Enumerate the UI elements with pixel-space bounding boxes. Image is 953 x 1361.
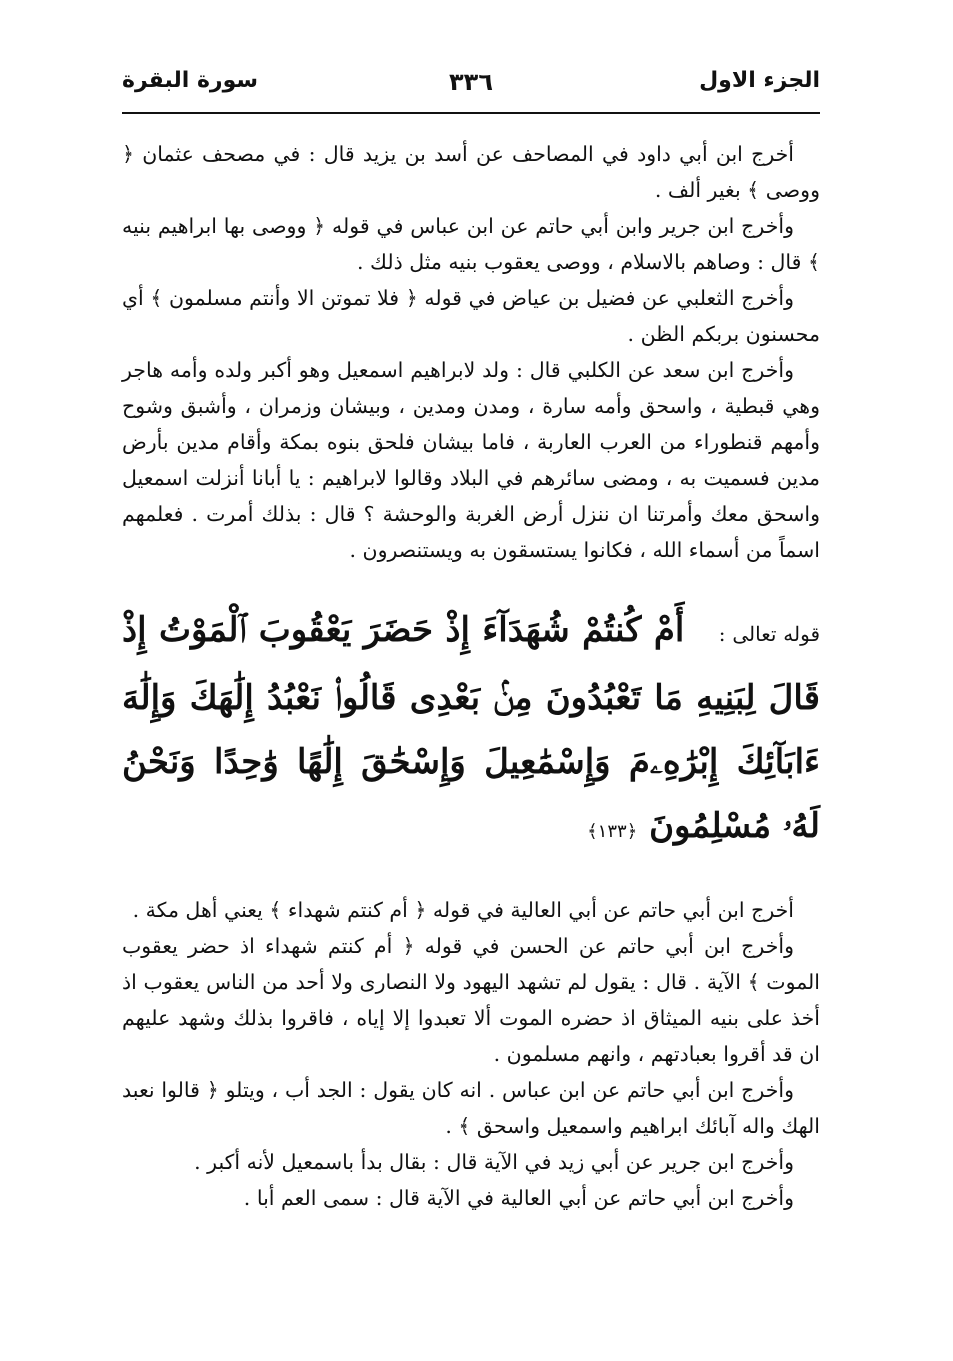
commentary-section-2 — [122, 892, 820, 1216]
paragraph: أخرج ابن أبي داود في المصاحف عن أسد بن يزيد قال : في مصحف عثمان ﴿ ووصى ﴾ بغير ألف . — [122, 142, 820, 202]
commentary-section-1 — [122, 136, 820, 568]
paragraph: وأخرج ابن جرير وابن أبي حاتم عن ابن عباس في قوله ﴿ ووصى بها ابراهيم بنيه ﴾ قال : وصاهم بالاسلام ، ووصى يعقوب بنيه مثل ذلك . — [122, 214, 820, 274]
paragraph: أخرج ابن أبي حاتم عن أبي العالية في قوله ﴿ أم كنتم شهداء ﴾ يعني أهل مكة . — [132, 898, 794, 922]
quran-verse — [122, 598, 820, 864]
page-header — [122, 60, 820, 114]
paragraph: وأخرج ابن أبي حاتم عن ابن عباس . انه كان يقول : الجد أب ، ويتلو ﴿ قالوا نعبد الهك واله آبائك ابراهيم واسمعيل واسحق ﴾ . — [122, 1078, 820, 1138]
volume-label: الجزء الاول — [699, 68, 820, 93]
verse-number: ﴿١٣٣﴾ — [587, 821, 638, 842]
page — [122, 60, 820, 1216]
paragraph: وأخرج ابن أبي حاتم عن أبي العالية في الآية قال : سمى العم أبا . — [243, 1186, 794, 1210]
verse-text: أَمْ كُنتُمْ شُهَدَآءَ إِذْ حَضَرَ يَعْقُوبَ ٱلْمَوْتُ إِذْ قَالَ لِبَنِيهِ مَا تَعْبُدُونَ مِنۢ بَعْدِى قَالُوا۟ نَعْبُدُ إِلَٰهَكَ وَإِلَٰهَ ءَابَآئِكَ إِبْرَٰهِۦمَ وَإِسْمَٰعِيلَ وَإِسْحَٰقَ إِلَٰهًا وَٰحِدًا وَنَحْنُ لَهُۥ مُسْلِمُونَ — [122, 610, 820, 846]
paragraph: وأخرج ابن جرير عن أبي زيد في الآية قال : بقال بدأ باسمعيل لأنه أكبر . — [194, 1150, 794, 1174]
paragraph: وأخرج ابن سعد عن الكلبي قال : ولد لابراهيم اسمعيل وهو أكبر ولده وأمه هاجر وهي قبطية ، واسحق وأمه سارة ، ومدن ومدين ، وبيشان وزمران ، وأشبق وشوح وأمهم قنطوراء من العرب العاربة ، فاما بيشان فلحق بنوه بمكة وأقام مدين بأرض مدين فسميت به ، ومضى سائرهم في البلاد وقالوا لابراهيم : يا أبانا أنزلت اسمعيل واسحق معك وأمرتنا ان ننزل أرض الغربة والوحشة ؟ قال : بذلك أمرت . فعلمهم اسماً من أسماء الله ، فكانوا يستسقون به ويستنصرون . — [122, 358, 820, 562]
page-number: ٣٣٦ — [449, 68, 493, 96]
paragraph: وأخرج الثعلبي عن فضيل بن عياض في قوله ﴿ فلا تموتن الا وأنتم مسلمون ﴾ أي محسنون بربكم الظن . — [122, 286, 820, 346]
surah-title: سورة البقرة — [122, 68, 259, 93]
verse-intro: قوله تعالى : — [718, 622, 821, 646]
paragraph: وأخرج ابن أبي حاتم عن الحسن في قوله ﴿ أم كنتم شهداء اذ حضر يعقوب الموت ﴾ الآية . قال : يقول لم تشهد اليهود ولا النصارى ولا أحد من الناس يعقوب اذ أخذ على بنيه الميثاق اذ حضره الموت ألا تعبدوا إلا إياه ، فاقروا بذلك وشهد عليهم ان قد أقروا بعبادتهم ، وانهم مسلمون . — [122, 934, 820, 1066]
